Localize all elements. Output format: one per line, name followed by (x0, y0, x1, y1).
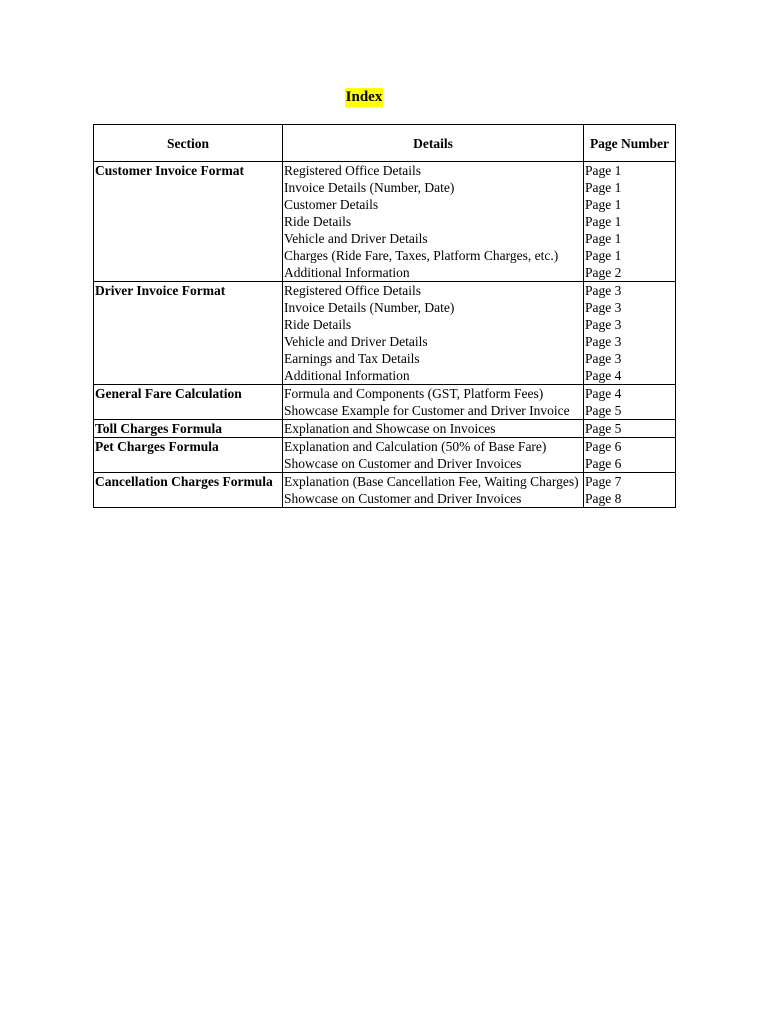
page-cell: Page 7 (584, 473, 676, 491)
page-title: Index (345, 89, 383, 105)
details-cell: Charges (Ride Fare, Taxes, Platform Charges, etc.) (283, 247, 584, 264)
column-header-section: Section (94, 125, 283, 162)
page-cell: Page 8 (584, 490, 676, 508)
title-wrapper (0, 88, 768, 107)
table-row (94, 455, 676, 473)
section-cell: General Fare Calculation (94, 385, 283, 420)
page-cell: Page 4 (584, 367, 676, 385)
section-cell: Driver Invoice Format (94, 282, 283, 385)
page-cell: Page 1 (584, 162, 676, 180)
details-cell: Additional Information (283, 367, 584, 385)
details-cell: Explanation and Showcase on Invoices (283, 420, 584, 438)
details-cell: Additional Information (283, 264, 584, 282)
page-cell: Page 3 (584, 350, 676, 367)
page-cell: Page 3 (584, 299, 676, 316)
column-header-page-number: Page Number (584, 125, 676, 162)
page-cell: Page 2 (584, 264, 676, 282)
table-row (94, 420, 676, 438)
details-cell: Registered Office Details (283, 282, 584, 300)
page-cell: Page 1 (584, 213, 676, 230)
details-cell: Earnings and Tax Details (283, 350, 584, 367)
section-cell: Customer Invoice Format (94, 162, 283, 282)
column-header-details: Details (283, 125, 584, 162)
page-cell: Page 4 (584, 385, 676, 403)
header-row (94, 125, 676, 162)
table-row (94, 473, 676, 491)
details-cell: Ride Details (283, 316, 584, 333)
details-cell: Customer Details (283, 196, 584, 213)
details-cell: Registered Office Details (283, 162, 584, 180)
index-table (93, 124, 676, 508)
details-cell: Ride Details (283, 213, 584, 230)
page-cell: Page 5 (584, 402, 676, 420)
page-cell: Page 3 (584, 282, 676, 300)
page-cell: Page 1 (584, 247, 676, 264)
page-cell: Page 1 (584, 230, 676, 247)
table-row (94, 438, 676, 456)
page-cell: Page 1 (584, 196, 676, 213)
details-cell: Invoice Details (Number, Date) (283, 299, 584, 316)
page-cell: Page 1 (584, 179, 676, 196)
details-cell: Vehicle and Driver Details (283, 230, 584, 247)
page-cell: Page 5 (584, 420, 676, 438)
details-cell: Explanation and Calculation (50% of Base Fare) (283, 438, 584, 456)
page-cell: Page 6 (584, 438, 676, 456)
table-row (94, 162, 676, 180)
section-cell-empty (94, 455, 283, 473)
details-cell: Vehicle and Driver Details (283, 333, 584, 350)
section-cell: Pet Charges Formula (94, 438, 283, 456)
section-cell: Cancellation Charges Formula (94, 473, 283, 508)
details-cell: Invoice Details (Number, Date) (283, 179, 584, 196)
details-cell: Explanation (Base Cancellation Fee, Waiting Charges) (283, 473, 584, 491)
section-cell: Toll Charges Formula (94, 420, 283, 438)
details-cell: Showcase on Customer and Driver Invoices (283, 455, 584, 473)
details-cell: Showcase on Customer and Driver Invoices (283, 490, 584, 508)
details-cell: Formula and Components (GST, Platform Fees) (283, 385, 584, 403)
details-cell: Showcase Example for Customer and Driver Invoice (283, 402, 584, 420)
table-row (94, 385, 676, 403)
page-cell: Page 6 (584, 455, 676, 473)
table-row (94, 282, 676, 300)
page-cell: Page 3 (584, 333, 676, 350)
page-cell: Page 3 (584, 316, 676, 333)
